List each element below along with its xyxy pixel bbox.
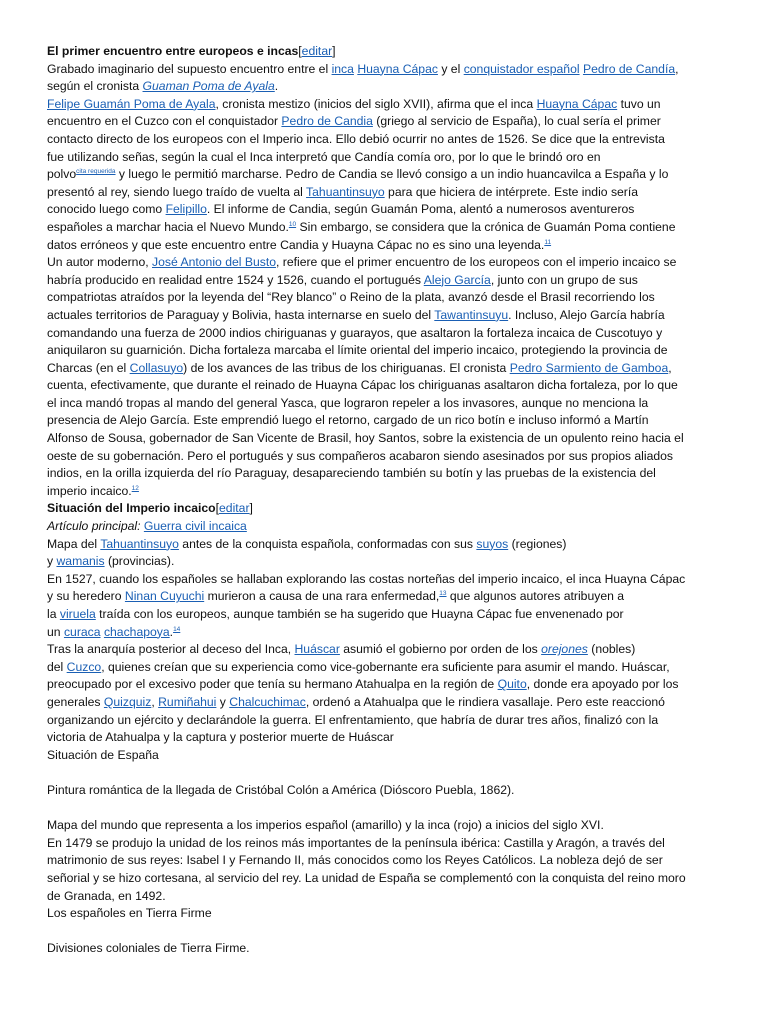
text: la xyxy=(47,607,60,621)
text: Mapa del xyxy=(47,536,101,551)
link-orejones[interactable]: orejones xyxy=(541,642,588,657)
text: españoles a marchar hacia el Nuevo Mundo. xyxy=(47,219,289,234)
image-caption-line xyxy=(47,61,727,79)
link-guaman-poma[interactable]: Guaman Poma de Ayala xyxy=(142,79,275,94)
section-heading-situacion-espana: Situación de España xyxy=(47,747,159,762)
text: generales xyxy=(47,694,104,709)
reference-10-link[interactable]: 10 xyxy=(288,220,297,228)
reference-12-link[interactable]: 12 xyxy=(131,484,139,492)
text: Charcas (en el xyxy=(47,360,130,375)
paragraph-line xyxy=(47,272,727,290)
text: un xyxy=(47,624,64,639)
link-pedro-de-candia[interactable]: Pedro de Candía xyxy=(582,61,676,76)
text: (provincias). xyxy=(104,554,175,569)
paragraph-line: aniquilaron su guarnición. Dicha fortaleza marcaba el límite oriental del imperio incaico, protegiendo la provincia de xyxy=(47,343,668,358)
link-collasuyo[interactable]: Collasuyo xyxy=(129,360,184,375)
paragraph-line: compatriotas atraídos por la leyenda del “Rey blanco” o Reino de la plata, avanzó desde el Brasil recorriendo los xyxy=(47,290,655,305)
text: , xyxy=(668,360,672,375)
section-heading-situacion-imperio: Situación del Imperio incaico[editar] xyxy=(47,501,253,516)
paragraph-line: presencia de Alejo García. Este emprendió luego el retorno, cargado de un rico botín e incluso informó a Martín xyxy=(47,413,649,428)
text: del xyxy=(47,659,67,674)
main-article-label: Artículo principal: xyxy=(47,519,144,534)
text: , quienes creían que su experiencia como vice-gobernante era suficiente para asumir el mando. Huáscar, xyxy=(101,659,670,674)
text: , junto con un grupo de sus xyxy=(490,272,638,287)
text: murieron a causa de una rara enfermedad, xyxy=(204,589,440,604)
paragraph-line: victoria de Atahualpa y la captura y posterior muerte de Huáscar xyxy=(47,730,394,745)
spacer xyxy=(47,764,727,782)
text: , xyxy=(675,61,679,76)
link-huayna-capac[interactable]: Huayna Cápac xyxy=(536,96,618,111)
text: traída con los europeos, aunque también se ha sugerido que Huayna Cápac fue envenenado por xyxy=(95,607,624,621)
text: según el cronista xyxy=(47,79,143,94)
link-guerra-civil-incaica[interactable]: Guerra civil incaica xyxy=(143,519,247,534)
paragraph-line: fue utilizando señas, según la cual el Inca interpretó que Candía comía oro, por lo que le brindó oro en xyxy=(47,149,601,164)
link-tahuantinsuyo[interactable]: Tahuantinsuyo xyxy=(100,536,179,551)
text: . El informe de Candia, según Guamán Poma, alentó a numerosos aventureros xyxy=(206,202,635,217)
text: ) de los avances de las tribus de los chiriguanas. El cronista xyxy=(183,360,510,375)
link-pedro-sarmiento-de-gamboa[interactable]: Pedro Sarmiento de Gamboa xyxy=(509,360,669,375)
image-caption-line xyxy=(47,78,727,96)
paragraph-line xyxy=(47,588,727,606)
paragraph-line xyxy=(47,624,727,642)
paragraph-line: indios, en la orilla izquierda del río Paraguay, desapareciendo también su botín y las pruebas de la existencia del xyxy=(47,466,656,481)
paragraph-line: organizando un ejército y declarándole la guerra. El enfrentamiento, que habría de durar tres años, finalizó con la xyxy=(47,712,659,727)
link-ruminahui[interactable]: Rumiñahui xyxy=(158,694,217,709)
text: (regiones) xyxy=(508,536,567,551)
text: , cronista mestizo (inicios del siglo XVII), afirma que el inca xyxy=(215,96,537,111)
paragraph-line xyxy=(47,360,727,378)
text: para que hiciera de intérprete. Este indio sería xyxy=(384,184,639,199)
text: y luego le permitió marcharse. Pedro de Candia se llevó consigo a un indio huancavilca a España y lo xyxy=(115,167,669,182)
painting-caption: Pintura romántica de la llegada de Cristóbal Colón a América (Dióscoro Puebla, 1862). xyxy=(47,782,515,797)
text: y el xyxy=(437,61,464,76)
link-ninan-cuyuchi[interactable]: Ninan Cuyuchi xyxy=(124,589,205,604)
spacer xyxy=(47,800,727,818)
text: , donde era apoyado por los xyxy=(526,677,679,692)
paragraph-line: el inca mandó tropas al mando del general Yasca, que lograron repeler a los invasores, aunque no menciona la xyxy=(47,395,649,410)
link-inca[interactable]: inca xyxy=(331,61,354,76)
citation-needed-link[interactable]: cita requerida xyxy=(76,168,116,176)
paragraph-line xyxy=(47,96,727,114)
link-felipe-guaman-poma[interactable]: Felipe Guamán Poma de Ayala xyxy=(47,96,216,111)
text: Tras la anarquía posterior al deceso del Inca, xyxy=(47,642,295,657)
paragraph-line: comandando una fuerza de 2000 indios chiriguanas y guarayos, que asaltaron la fortaleza incaica de Cuscotuyo y xyxy=(47,325,663,340)
link-pedro-de-candia[interactable]: Pedro de Candia xyxy=(281,114,373,129)
paragraph-line: oeste de su gobernación. Pero el portugués y sus compañeros acabaron siendo asesinados por sus propios aliados xyxy=(47,448,674,463)
text: y xyxy=(216,694,230,709)
paragraph-line: En 1527, cuando los españoles se hallaban explorando las costas norteñas del imperio incaico, el inca Huayna Cápac xyxy=(47,571,686,586)
text: preocupado por el excesivo poder que tenía su hermano Atahualpa en la región de xyxy=(47,677,498,692)
article-body xyxy=(47,43,727,958)
text: Grabado imaginario del supuesto encuentro entre el xyxy=(47,61,332,76)
text: presentó al rey, siendo luego traído de vuelta al xyxy=(47,184,307,199)
paragraph-line xyxy=(47,659,727,677)
paragraph-line xyxy=(47,483,727,501)
paragraph-line xyxy=(47,237,727,255)
text: tuvo un xyxy=(617,96,661,111)
text: datos erróneos y que este encuentro entre Candia y Huayna Cápac no es sino una leyenda. xyxy=(47,237,545,252)
text: (nobles) xyxy=(587,642,636,657)
text: imperio incaico. xyxy=(47,483,132,498)
text: y xyxy=(47,554,57,569)
text: (griego al servicio de España), lo cual sería el primer xyxy=(372,114,661,129)
section-title: El primer encuentro entre europeos e incas xyxy=(47,44,299,58)
link-huascar[interactable]: Huáscar xyxy=(294,642,340,657)
link-felipillo[interactable]: Felipillo xyxy=(165,202,207,217)
paragraph-line: cuenta, efectivamente, que durante el reinado de Huayna Cápac los chiriguanas asaltaron dicha fortaleza, por lo que xyxy=(47,378,678,393)
link-cuzco[interactable]: Cuzco xyxy=(66,659,102,674)
text: , ordenó a Atahualpa que le rindiera vasallaje. Pero este reaccionó xyxy=(305,694,665,709)
text: . Incluso, Alejo García habría xyxy=(508,307,665,322)
link-quizquiz[interactable]: Quizquiz xyxy=(103,694,152,709)
main-article-note xyxy=(47,518,727,536)
paragraph-line: En 1479 se produjo la unidad de los reinos más importantes de la península ibérica: Castilla y Aragón, a través del xyxy=(47,835,665,850)
text: . xyxy=(169,624,174,639)
section-heading-tierra-firme: Los españoles en Tierra Firme xyxy=(47,906,212,921)
paragraph-line xyxy=(47,201,727,219)
link-suyos[interactable]: suyos xyxy=(476,536,509,551)
paragraph-line xyxy=(47,254,727,272)
link-conquistador-espanol[interactable]: conquistador español xyxy=(463,61,580,76)
map-caption-line xyxy=(47,553,727,571)
paragraph-line xyxy=(47,641,727,659)
text: , xyxy=(151,694,159,709)
link-chachapoya[interactable]: chachapoya xyxy=(103,624,170,639)
paragraph-line xyxy=(47,219,727,237)
section-heading-primer-encuentro: El primer encuentro entre europeos e incas[editar] xyxy=(47,44,336,58)
text: habría producido en realidad entre 1524 y 1526, cuando el portugués xyxy=(47,272,424,287)
spacer xyxy=(47,923,727,941)
paragraph-line: de Granada, en 1492. xyxy=(47,888,166,903)
paragraph-line: contacto directo de los europeos con el Imperio inca. Ello debió ocurrir no antes de 1526. Se dice que la entrevista xyxy=(47,131,665,146)
text: Sin embargo, se considera que la crónica de Guamán Poma contiene xyxy=(296,219,676,234)
text: actuales territorios de Paraguay y Bolivia, hasta internarse en suelo del xyxy=(47,307,435,322)
text: , refiere que el primer encuentro de los europeos con el imperio incaico se xyxy=(276,255,677,270)
reference-11-link[interactable]: 11 xyxy=(544,238,552,246)
paragraph-line xyxy=(47,307,727,325)
tierra-firme-caption: Divisiones coloniales de Tierra Firme. xyxy=(47,941,250,956)
reference-13-link[interactable]: 13 xyxy=(439,590,447,598)
edit-link[interactable]: editar xyxy=(301,44,333,58)
paragraph-line xyxy=(47,606,727,624)
link-alejo-garcia[interactable]: Alejo García xyxy=(423,272,491,287)
text: polvo xyxy=(47,167,77,182)
map-caption-line xyxy=(47,536,727,554)
paragraph-line xyxy=(47,113,727,131)
paragraph-line xyxy=(47,676,727,694)
link-tawantinsuyu[interactable]: Tawantinsuyu xyxy=(434,307,509,322)
edit-link[interactable]: editar xyxy=(219,501,250,516)
paragraph-line: Alfonso de Sousa, gobernador de San Vicente de Brasil, hoy Santos, sobre la existencia de un opulento reino hacia el xyxy=(47,431,684,446)
paragraph-line xyxy=(47,166,727,184)
text: encuentro en el Cuzco con el conquistador xyxy=(47,114,282,129)
link-chalcuchimac[interactable]: Chalcuchimac xyxy=(229,694,306,709)
text: Un autor moderno, xyxy=(47,255,153,270)
paragraph-line xyxy=(47,694,727,712)
link-tahuantinsuyo[interactable]: Tahuantinsuyo xyxy=(306,184,385,199)
text: conocido luego como xyxy=(47,202,166,217)
section-title: Situación del Imperio incaico xyxy=(47,501,216,516)
reference-14-link[interactable]: 14 xyxy=(173,625,181,633)
paragraph-line: matrimonio de sus reyes: Isabel I y Fernando II, más conocidos como los Reyes Católicos. La nobleza dejó de ser xyxy=(47,853,663,868)
text: y su heredero xyxy=(47,589,125,604)
text: que algunos autores atribuyen a xyxy=(446,589,625,604)
paragraph-line xyxy=(47,184,727,202)
text: . xyxy=(274,79,279,94)
link-quito[interactable]: Quito xyxy=(497,677,527,692)
link-wamanis[interactable]: wamanis xyxy=(56,554,105,569)
paragraph-line: señorial y se hizo cortesana, al servicio del rey. La unidad de España se complementó con la conquista del reino moro xyxy=(47,870,686,885)
text: asumió el gobierno por orden de los xyxy=(339,642,542,657)
link-huayna-capac[interactable]: Huayna Cápac xyxy=(357,61,438,76)
link-curaca[interactable]: curaca xyxy=(63,624,101,639)
link-viruela[interactable]: viruela xyxy=(59,607,96,621)
link-jose-antonio-del-busto[interactable]: José Antonio del Busto xyxy=(152,255,277,270)
world-map-caption: Mapa del mundo que representa a los imperios español (amarillo) y la inca (rojo) a inicios del siglo XVI. xyxy=(47,818,604,833)
text: antes de la conquista española, conformadas con sus xyxy=(178,536,477,551)
